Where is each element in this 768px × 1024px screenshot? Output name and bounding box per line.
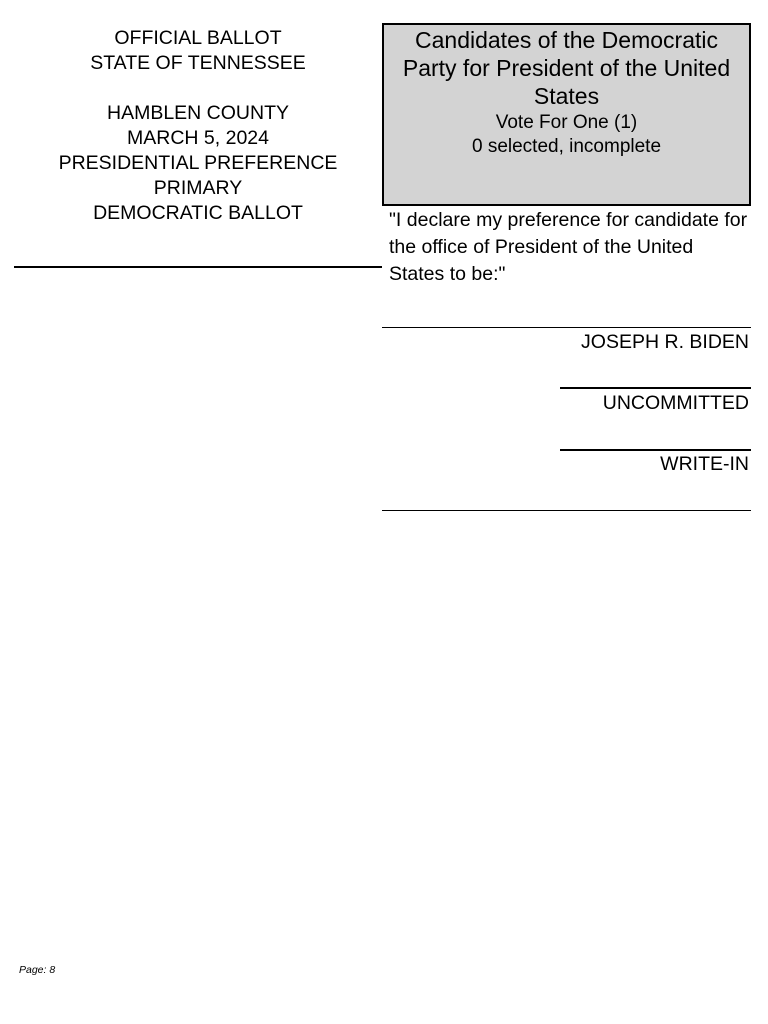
page-number: Page: 8 [19, 964, 56, 976]
header-divider [14, 266, 382, 268]
preference-declaration: "I declare my preference for candidate for the office of President of the United States to be:" [389, 209, 748, 285]
header-state: STATE OF TENNESSEE [90, 52, 306, 74]
header-election-type: PRESIDENTIAL PREFERENCE [58, 152, 338, 174]
candidate-option-uncommitted[interactable]: UNCOMMITTED [602, 392, 749, 414]
header-county: HAMBLEN COUNTY [106, 102, 290, 124]
candidate-option-write-in[interactable]: WRITE-IN [660, 453, 749, 475]
vote-for-instruction: Vote For One (1) [495, 112, 638, 133]
selection-status: 0 selected, incomplete [471, 136, 662, 157]
candidate-option-biden[interactable]: JOSEPH R. BIDEN [581, 331, 749, 353]
header-primary: PRIMARY [153, 177, 243, 199]
header-date: MARCH 5, 2024 [127, 127, 269, 149]
contest-header-box [382, 23, 751, 206]
header-spacer [30, 76, 366, 101]
candidate-divider-top [382, 327, 751, 328]
contest-title: Candidates of the Democratic Party for President of the United States [402, 27, 731, 109]
ballot-header [30, 26, 366, 226]
contest-divider-bottom [382, 510, 751, 511]
header-official-ballot: OFFICIAL BALLOT [114, 27, 282, 49]
candidate-divider [560, 387, 751, 389]
candidate-divider [560, 449, 751, 451]
header-party-ballot: DEMOCRATIC BALLOT [93, 202, 303, 224]
